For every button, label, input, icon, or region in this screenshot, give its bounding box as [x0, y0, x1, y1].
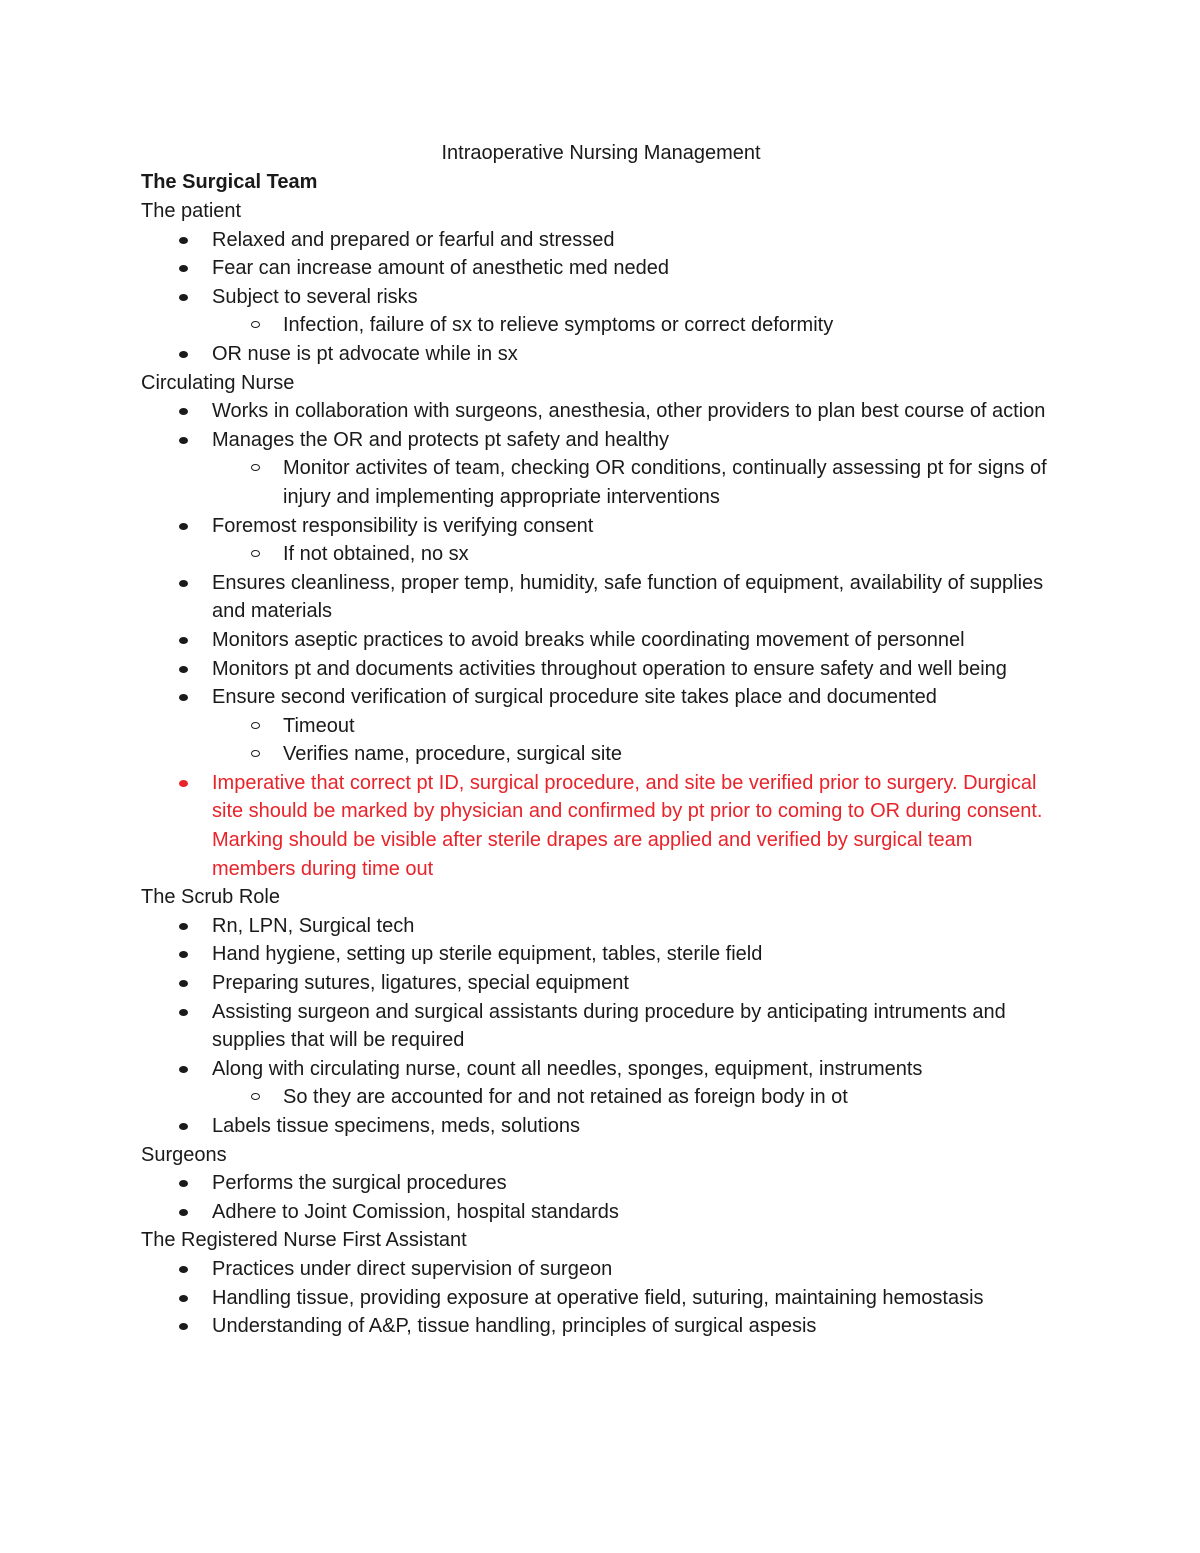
sub-list-item-text: Verifies name, procedure, surgical site [283, 743, 623, 766]
sub-list-item-text: Monitor activites of team, checking OR conditions, continually assessing pt for signs of injury and implementing appropriate interventions [283, 457, 1047, 508]
list-item-text: OR nuse is pt advocate while in sx [212, 342, 518, 365]
filled-bullet-icon [179, 237, 188, 244]
hollow-bullet-icon [251, 321, 260, 328]
list-item-text: Imperative that correct pt ID, surgical procedure, and site be verified prior to surgery. Durgical site should be marked by physician and confirmed by pt prior to coming to OR during consent. Marking should be visible after sterile drapes are applied and verified by surgical team members during time out [212, 771, 1043, 880]
bullet-list [141, 912, 1061, 1141]
filled-bullet-icon [179, 523, 188, 530]
list-item [212, 1312, 1061, 1341]
list-item [212, 998, 1061, 1055]
list-item [212, 426, 1061, 512]
list-item-text: Monitors pt and documents activities throughout operation to ensure safety and well being [212, 657, 1007, 680]
sub-list-item [283, 454, 1061, 511]
hollow-bullet-icon [251, 1093, 260, 1100]
filled-bullet-icon [179, 437, 188, 444]
list-item [212, 1169, 1061, 1198]
hollow-bullet-icon [251, 550, 260, 557]
list-item-text: Works in collaboration with surgeons, anesthesia, other providers to plan best course of action [212, 400, 1046, 423]
group-label: The Registered Nurse First Assistant [141, 1229, 467, 1252]
sub-list-item-text: If not obtained, no sx [283, 543, 469, 566]
list-item-text: Performs the surgical procedures [212, 1172, 507, 1195]
list-item-text: Foremost responsibility is verifying consent [212, 514, 594, 537]
sub-bullet-list [212, 311, 1061, 340]
list-item-text: Along with circulating nurse, count all needles, sponges, equipment, instruments [212, 1057, 923, 1080]
list-item [212, 912, 1061, 941]
document-page [141, 139, 1061, 1341]
list-item-text: Monitors aseptic practices to avoid breaks while coordinating movement of personnel [212, 628, 965, 651]
filled-bullet-icon [179, 294, 188, 301]
list-item [212, 226, 1061, 255]
list-item-text: Assisting surgeon and surgical assistants during procedure by anticipating intruments and supplies that will be required [212, 1000, 1006, 1052]
list-item [212, 1198, 1061, 1227]
list-item [212, 340, 1061, 369]
sub-bullet-list [212, 712, 1061, 769]
sub-list-item-text: So they are accounted for and not retained as foreign body in ot [283, 1086, 848, 1109]
filled-bullet-icon [179, 1323, 188, 1330]
filled-bullet-icon [179, 980, 188, 987]
list-item [212, 769, 1061, 883]
sub-list-item [283, 740, 1061, 769]
sub-bullet-list [212, 540, 1061, 569]
section-heading: The Surgical Team [141, 171, 318, 193]
filled-bullet-icon [179, 637, 188, 644]
sub-list-item-text: Timeout [283, 714, 355, 737]
sub-bullet-list [212, 454, 1061, 511]
list-item [212, 1284, 1061, 1313]
list-item [212, 512, 1061, 569]
list-item-text: Relaxed and prepared or fearful and stressed [212, 228, 615, 251]
list-item-text: Handling tissue, providing exposure at operative field, suturing, maintaining hemostasis [212, 1286, 984, 1309]
filled-bullet-icon [179, 1180, 188, 1187]
bullet-list [141, 397, 1061, 883]
list-item [212, 397, 1061, 426]
filled-bullet-icon [179, 1123, 188, 1130]
list-item [212, 655, 1061, 684]
filled-bullet-icon [179, 1066, 188, 1073]
list-item [212, 940, 1061, 969]
list-item [212, 683, 1061, 769]
bullet-list [141, 1169, 1061, 1226]
sub-list-item-text: Infection, failure of sx to relieve symptoms or correct deformity [283, 314, 834, 337]
list-item-text: Adhere to Joint Comission, hospital standards [212, 1200, 619, 1223]
list-item [212, 283, 1061, 340]
list-item [212, 1055, 1061, 1112]
group-label: Circulating Nurse [141, 371, 295, 394]
list-item-text: Manages the OR and protects pt safety and healthy [212, 428, 669, 451]
list-item [212, 626, 1061, 655]
group-label: Surgeons [141, 1143, 227, 1166]
hollow-bullet-icon [251, 464, 260, 471]
bullet-list [141, 1255, 1061, 1341]
list-item-text: Practices under direct supervision of surgeon [212, 1257, 613, 1280]
sub-list-item [283, 540, 1061, 569]
bullet-list [141, 226, 1061, 369]
filled-bullet-icon [179, 351, 188, 358]
filled-bullet-icon [179, 580, 188, 587]
list-item-text: Understanding of A&P, tissue handling, principles of surgical aspesis [212, 1315, 817, 1338]
list-item-text: Rn, LPN, Surgical tech [212, 914, 415, 937]
filled-bullet-icon [179, 951, 188, 958]
filled-bullet-icon [179, 408, 188, 415]
list-item-text: Ensure second verification of surgical procedure site takes place and documented [212, 686, 937, 709]
list-item-text: Subject to several risks [212, 285, 418, 308]
list-item-text: Preparing sutures, ligatures, special equipment [212, 972, 629, 995]
list-item-text: Fear can increase amount of anesthetic med neded [212, 257, 669, 280]
hollow-bullet-icon [251, 750, 260, 757]
filled-bullet-icon [179, 1009, 188, 1016]
list-item [212, 569, 1061, 626]
sub-list-item [283, 712, 1061, 741]
list-item [212, 254, 1061, 283]
list-item-text: Labels tissue specimens, meds, solutions [212, 1115, 580, 1137]
filled-bullet-icon [179, 694, 188, 701]
filled-bullet-icon [179, 1295, 188, 1302]
filled-bullet-icon [179, 666, 188, 673]
group-label: The Scrub Role [141, 886, 280, 909]
filled-bullet-icon [179, 923, 188, 930]
filled-bullet-icon [179, 265, 188, 272]
content-groups [141, 197, 1061, 1341]
sub-bullet-list [212, 1083, 1061, 1112]
document-title: Intraoperative Nursing Management [441, 142, 761, 164]
filled-bullet-icon [179, 1209, 188, 1216]
list-item [212, 1112, 1061, 1141]
group-label: The patient [141, 200, 242, 222]
list-item-text: Hand hygiene, setting up sterile equipment, tables, sterile field [212, 943, 763, 966]
list-item [212, 1255, 1061, 1284]
list-item-text: Ensures cleanliness, proper temp, humidity, safe function of equipment, availability of supplies and materials [212, 571, 1044, 623]
filled-bullet-icon [179, 780, 188, 787]
list-item [212, 969, 1061, 998]
sub-list-item [283, 1083, 1061, 1112]
sub-list-item [283, 311, 1061, 340]
hollow-bullet-icon [251, 722, 260, 729]
filled-bullet-icon [179, 1266, 188, 1273]
